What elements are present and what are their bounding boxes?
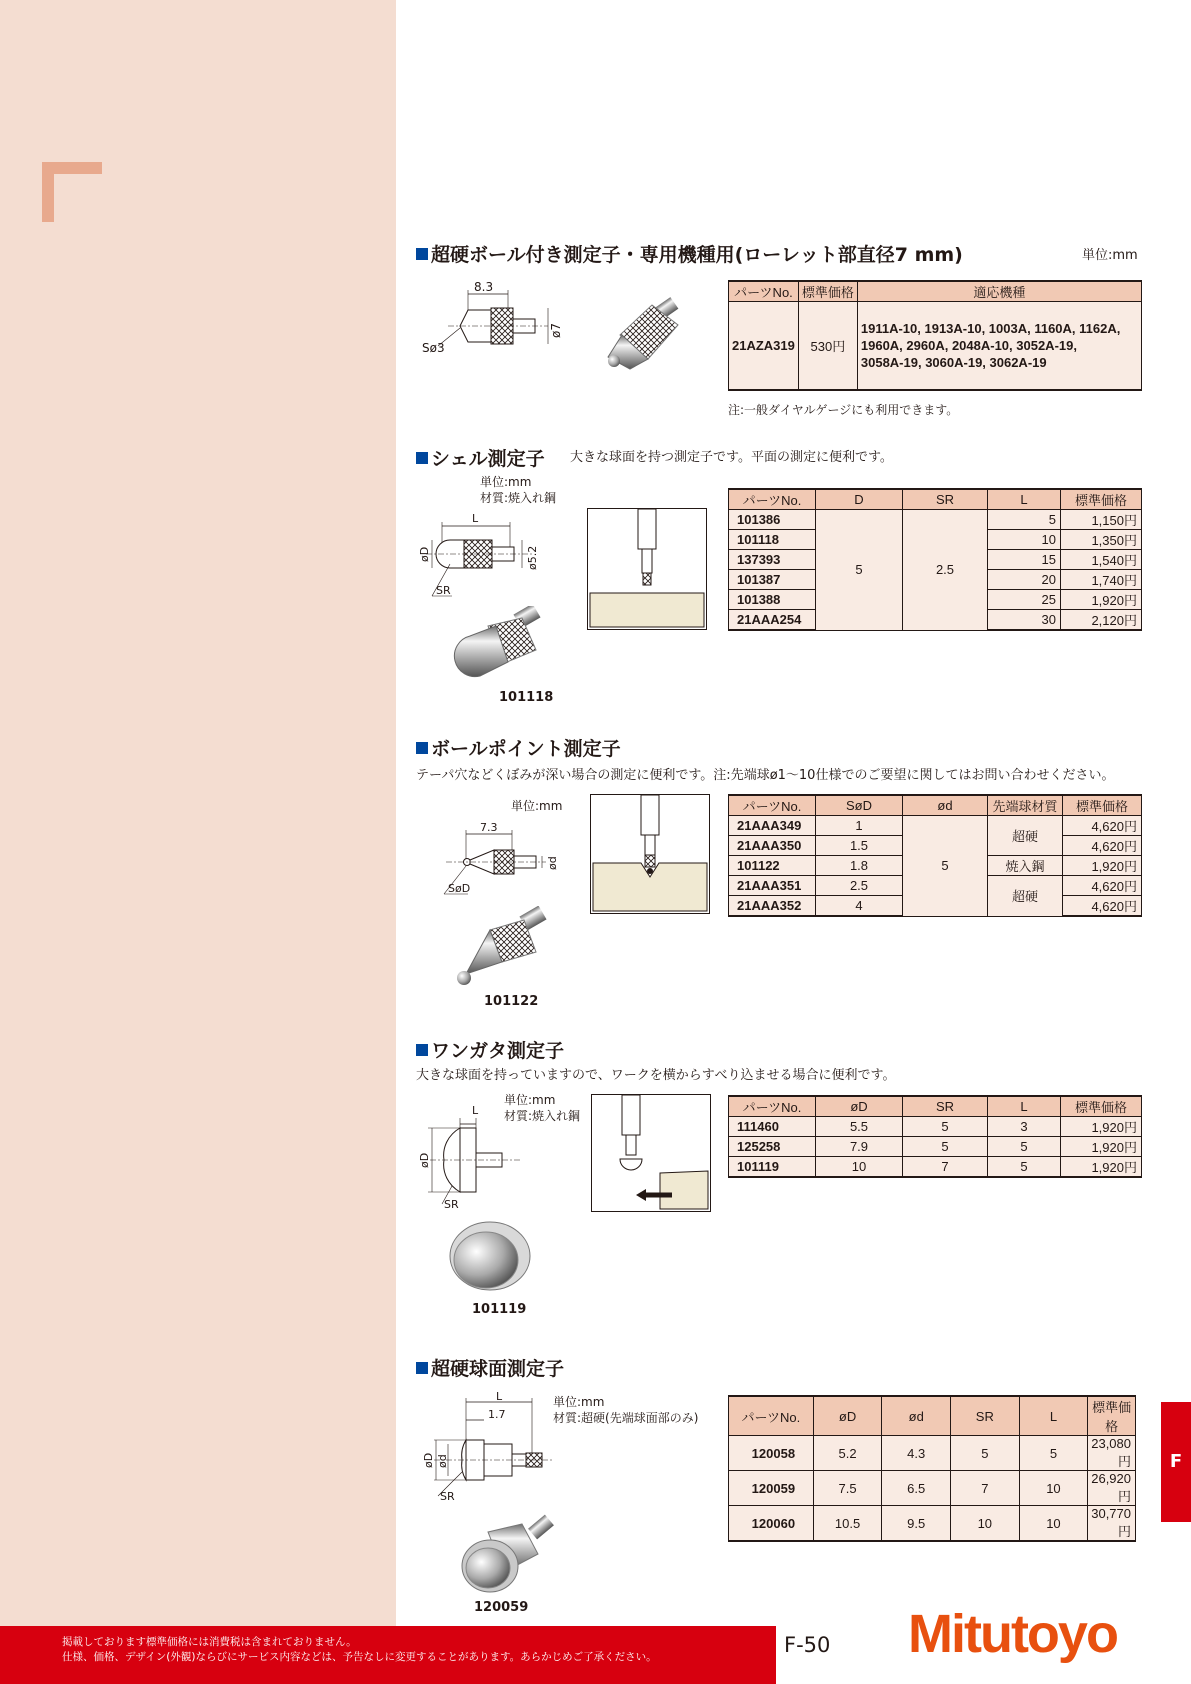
col-header: パーツNo. (729, 1096, 816, 1117)
section-subtitle: テーパ穴などくぼみが深い場合の測定に便利です。注:先端球ø1～10仕様でのご要望に関してはお問い合わせください。 (416, 768, 1115, 783)
col-header: SR (903, 489, 988, 510)
svg-text:øD: øD (418, 1152, 431, 1168)
col-header: 標準価格 (1063, 795, 1142, 816)
table-row: 120060 10.5 9.5 10 10 30,770円 (729, 1506, 1136, 1542)
svg-text:SR: SR (444, 1198, 459, 1210)
unit-label: 単位:mm (1082, 248, 1138, 263)
col-header: パーツNo. (729, 489, 816, 510)
svg-text:L: L (472, 512, 479, 525)
col-header: パーツNo. (729, 795, 816, 816)
svg-text:1.7: 1.7 (488, 1408, 506, 1421)
section-title-wangata: ワンガタ測定子 (416, 1036, 564, 1063)
ball-point-table (728, 794, 1142, 917)
col-header: SR (903, 1096, 988, 1117)
table-row: 21AAA350 1.5 4,620円 (729, 836, 1142, 856)
col-header: 適応機種 (857, 281, 1141, 302)
corner-bracket-icon (42, 162, 102, 222)
col-header: SR (951, 1396, 1020, 1436)
left-margin-band (0, 0, 396, 1684)
table-row: 101122 1.8 焼入鋼 1,920円 (729, 856, 1142, 876)
table-row: 101387 20 1,740円 (729, 570, 1142, 590)
svg-text:øD: øD (422, 1452, 435, 1468)
table-row: 101386 5 2.5 5 1,150円 (729, 510, 1142, 530)
table-row: 125258 7.9 5 5 1,920円 (729, 1137, 1142, 1157)
brand-logo: Mitutoyo (908, 1604, 1117, 1664)
col-header: ød (882, 1396, 951, 1436)
photo-caption: 120059 (474, 1600, 529, 1615)
shell-photo (440, 606, 550, 692)
chapter-tab: F (1161, 1402, 1191, 1522)
footer-line: 掲載しております標準価格には消費税は含まれておりません。 (62, 1636, 357, 1648)
table-row: 111460 5.5 5 3 1,920円 (729, 1117, 1142, 1137)
col-header: パーツNo. (729, 1396, 814, 1436)
col-header: L (988, 489, 1061, 510)
wangata-drawing (410, 1100, 540, 1210)
col-header: L (988, 1096, 1061, 1117)
unit-label: 単位:mm (504, 1093, 556, 1107)
section-title-carbide-spherical: 超硬球面測定子 (416, 1354, 564, 1381)
svg-text:L: L (472, 1104, 479, 1117)
section-title-shell: シェル測定子 (416, 444, 545, 471)
table-row (729, 302, 1142, 390)
col-header: ød (903, 795, 988, 816)
footer-line: 仕様、価格、デザイン(外観)ならびにサービス内容などは、予告なしに変更することがあります。あらかじめご了承ください。 (62, 1651, 657, 1663)
svg-text:7.3: 7.3 (480, 821, 498, 834)
table-row: 101388 25 1,920円 (729, 590, 1142, 610)
col-header: 標準価格 (1088, 1396, 1136, 1436)
section-title-ball-point: ボールポイント測定子 (416, 734, 621, 761)
table-row: 120059 7.5 6.5 7 10 26,920円 (729, 1471, 1136, 1506)
material-label: 材質:焼入れ鋼 (480, 491, 557, 505)
wangata-photo (446, 1216, 536, 1296)
page-number: F-50 (784, 1633, 831, 1657)
wangata-table (728, 1095, 1142, 1178)
dim-knurl-diameter: ø7 (549, 323, 563, 338)
price: 530円 (798, 302, 857, 390)
material-label: 材質:焼入れ鋼 (504, 1109, 581, 1123)
col-header: 標準価格 (1061, 489, 1142, 510)
col-header: SøD (816, 795, 903, 816)
shell-usage-illustration (587, 508, 707, 630)
unit-label: 単位:mm (480, 475, 532, 489)
wangata-usage-illustration (591, 1094, 711, 1212)
carbide-spherical-photo (458, 1514, 568, 1604)
svg-text:ø5.2: ø5.2 (526, 545, 539, 570)
ball-point-drawing (436, 820, 566, 904)
table-row: 21AAA351 2.5 超硬 4,620円 (729, 876, 1142, 896)
material-label: 材質:超硬(先端球面部のみ) (553, 1411, 699, 1425)
col-header: øD (816, 1096, 903, 1117)
svg-text:ød: ød (546, 856, 559, 870)
dim-length: 8.3 (474, 280, 494, 294)
shell-drawing (412, 512, 572, 612)
svg-text:ød: ød (436, 1454, 449, 1468)
table-row: 137393 15 1,540円 (729, 550, 1142, 570)
col-header: 標準価格 (798, 281, 857, 302)
ball-point-usage-illustration (590, 794, 710, 914)
col-header: øD (813, 1396, 882, 1436)
col-header: D (816, 489, 903, 510)
photo-caption: 101122 (484, 994, 539, 1009)
svg-text:øD: øD (418, 546, 431, 562)
col-header: 先端球材質 (988, 795, 1063, 816)
footer-disclaimer (0, 1626, 776, 1684)
unit-label: 単位:mm (511, 799, 563, 813)
part-number: 21AZA319 (729, 302, 799, 390)
svg-text:L: L (496, 1392, 503, 1403)
table-row: 101118 10 1,350円 (729, 530, 1142, 550)
shell-table (728, 488, 1142, 631)
table-row: 21AAA352 4 4,620円 (729, 896, 1142, 917)
col-header: 標準価格 (1061, 1096, 1142, 1117)
svg-text:SøD: SøD (448, 882, 471, 895)
col-header: L (1019, 1396, 1088, 1436)
ball-point-photo (450, 906, 560, 990)
footnote: 注:一般ダイヤルゲージにも利用できます。 (728, 403, 959, 417)
section-subtitle: 大きな球面を持つ測定子です。平面の測定に便利です。 (570, 450, 893, 465)
compatible-models: 1911A-10, 1913A-10, 1003A, 1160A, 1162A, 1960A, 2960A, 2048A-10, 3052A-19, 3058A-19, 3060A-19, 3062A-19 (857, 302, 1141, 390)
carbide-ball-photo (600, 295, 690, 375)
col-header: パーツNo. (729, 281, 799, 302)
carbide-ball-table (728, 280, 1142, 391)
carbide-ball-drawing (418, 280, 578, 360)
carbide-spherical-table (728, 1395, 1136, 1542)
section-subtitle: 大きな球面を持っていますので、ワークを横からすべり込ませる場合に便利です。 (416, 1068, 896, 1083)
photo-caption: 101119 (472, 1302, 527, 1317)
table-row: 21AAA254 30 2,120円 (729, 610, 1142, 631)
table-row: 120058 5.2 4.3 5 5 23,080円 (729, 1436, 1136, 1471)
carbide-spherical-drawing (414, 1392, 564, 1512)
table-row: 21AAA349 1 5 超硬 4,620円 (729, 816, 1142, 836)
table-row: 101119 10 7 5 1,920円 (729, 1157, 1142, 1178)
section-title-carbide-ball: 超硬ボール付き測定子・専用機種用(ローレット部直径7 mm) (416, 240, 963, 267)
dim-ball-diameter: Sø3 (422, 341, 445, 355)
svg-text:SR: SR (440, 1490, 455, 1503)
photo-caption: 101118 (499, 690, 554, 705)
svg-text:SR: SR (436, 584, 451, 597)
unit-label: 単位:mm (553, 1395, 605, 1409)
